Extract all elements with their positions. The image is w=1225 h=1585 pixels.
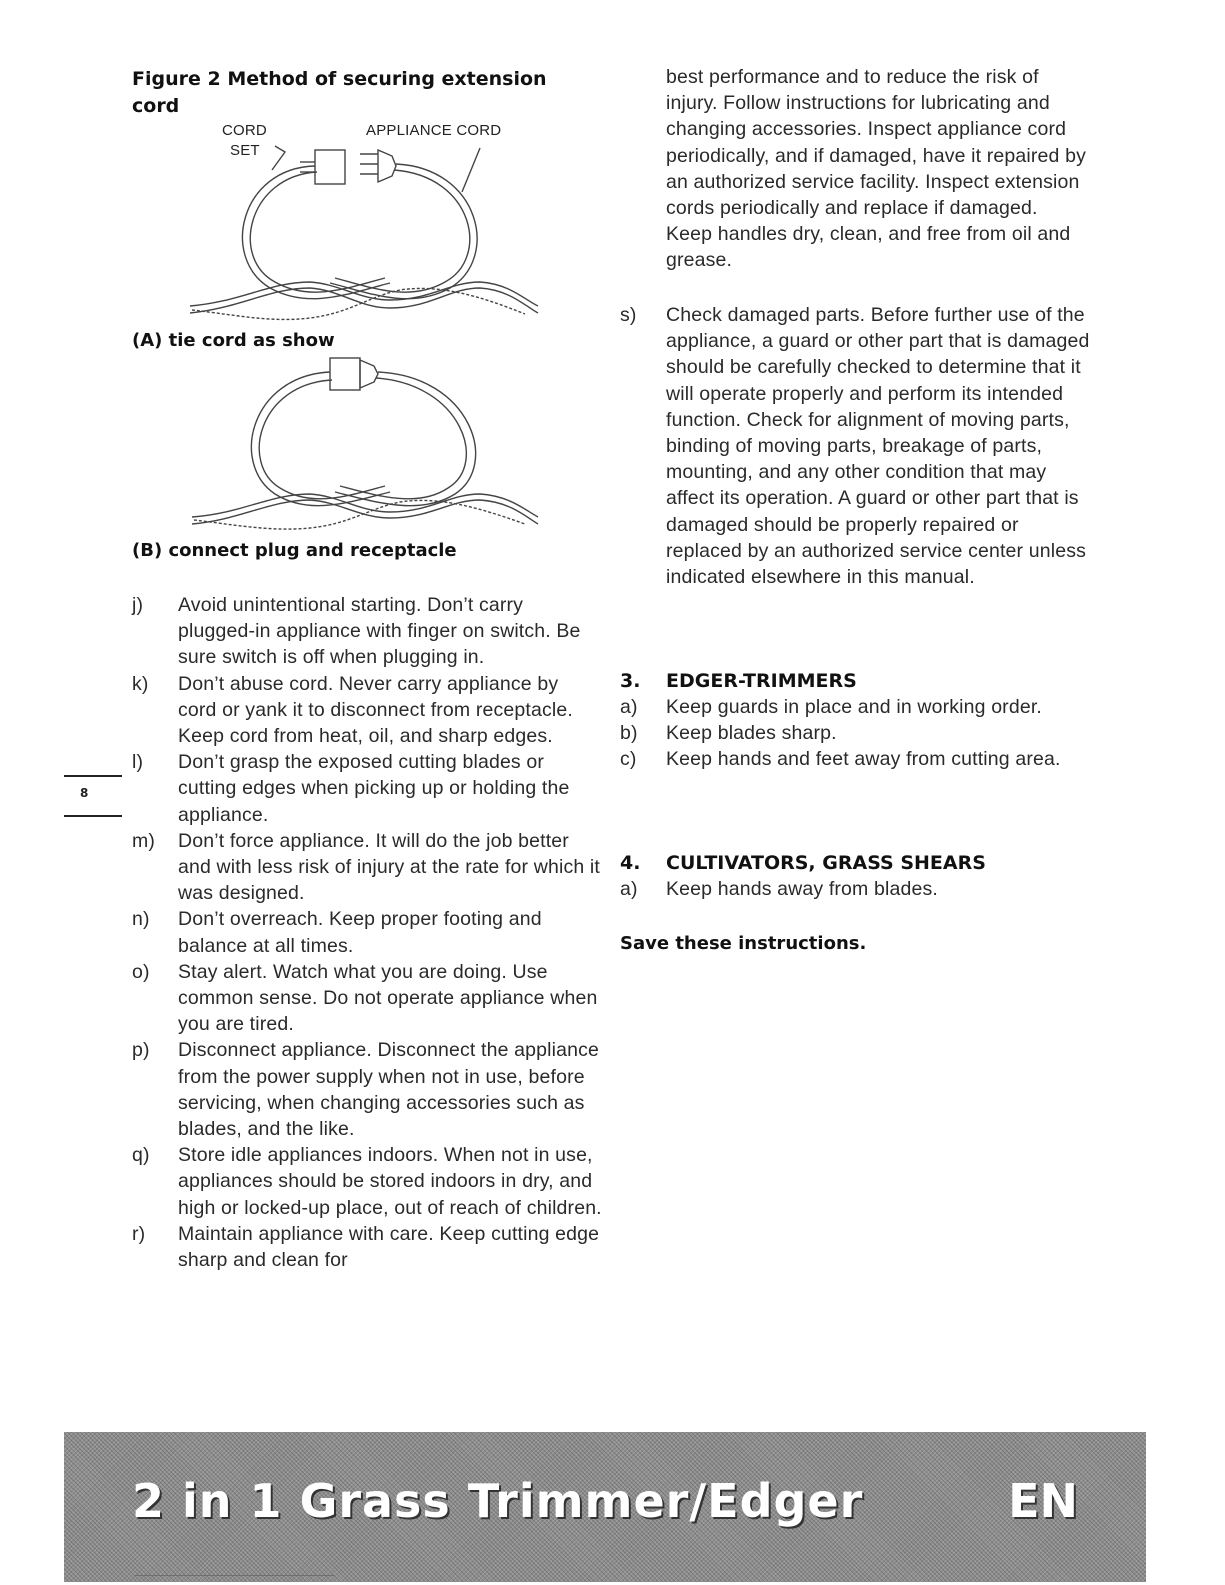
section-cultivators <box>620 852 1090 902</box>
list-item: c) Keep hands and feet away from cutting area. <box>620 748 1061 771</box>
list-item: s) Check damaged parts. Before further use of the appliance, a guard or other part that is damaged should be carefully checked to determine that it will operate properly and perform its intended function. Check for alignment of moving parts, binding of moving parts, breakage of parts, mounting, and any other condition that may affect its operation. A guard or other part that is damaged should be properly repaired or replaced by an authorized service center unless indicated elsewhere in this manual. <box>620 304 1090 589</box>
page-number-rule-top <box>64 775 122 777</box>
list-item: q) Store idle appliances indoors. When not in use, appliances should be stored indoors in dry, and high or locked-up place, out of reach of children. <box>132 1144 602 1219</box>
diagram-tie-cord <box>180 118 550 328</box>
list-item: r) Maintain appliance with care. Keep cutting edge sharp and clean for <box>132 1222 600 1272</box>
section-heading: 3. EDGER-TRIMMERS <box>620 670 857 692</box>
diagram-connect-plug <box>180 354 550 534</box>
list-item: b) Keep blades sharp. <box>620 722 837 745</box>
footer-banner <box>64 1432 1146 1582</box>
page-number-rule-bottom <box>64 815 122 817</box>
footer-product-title: 2 in 1 Grass Trimmer/Edger <box>132 1474 864 1528</box>
section-edger-trimmers <box>620 670 1090 773</box>
list-item: l) Don’t grasp the exposed cutting blades or cutting edges when picking up or holding the appliance. <box>132 751 570 826</box>
caption-b: (B) connect plug and receptacle <box>132 540 457 561</box>
list-item: m) Don’t force appliance. It will do the job better and with less risk of injury at the rate for which it was designed. <box>132 829 600 905</box>
footer-rule <box>134 1575 334 1576</box>
cord-set-label-line2: SET <box>230 142 260 159</box>
figure-title: Figure 2 Method of securing extension cord <box>132 68 547 117</box>
section-items <box>620 694 1090 773</box>
item-s-list <box>620 302 1090 590</box>
section-heading: 4. CULTIVATORS, GRASS SHEARS <box>620 852 986 874</box>
footer-language: EN <box>1008 1474 1078 1528</box>
list-item: n) Don’t overreach. Keep proper footing and balance at all times. <box>132 908 542 957</box>
section-items <box>620 876 1090 902</box>
caption-a: (A) tie cord as show <box>132 330 335 351</box>
page-number: 8 <box>80 786 89 800</box>
item-r-continuation: best performance and to reduce the risk of injury. Follow instructions for lubricating and changing accessories. Inspect appliance cord periodically, and if damaged, have it repaired by an authorized service facility. Inspect extension cords periodically and replace if damaged. Keep handles dry, clean, and free from oil and grease. <box>666 66 1086 272</box>
list-item: o) Stay alert. Watch what you are doing. Use common sense. Do not operate appliance when you are tired. <box>132 960 598 1036</box>
list-item: j) Avoid unintentional starting. Don’t carry plugged-in appliance with finger on switch. Be sure switch is off when plugging in. <box>132 594 581 669</box>
list-item: a) Keep hands away from blades. <box>620 878 938 900</box>
list-item: p) Disconnect appliance. Disconnect the appliance from the power supply when not in use, before servicing, when changing accessories such as blades, and the like. <box>132 1039 599 1141</box>
list-item: k) Don’t abuse cord. Never carry appliance by cord or yank it to disconnect from receptacle. Keep cord from heat, oil, and sharp edges. <box>132 672 573 748</box>
cord-set-label-line1: CORD <box>222 122 267 139</box>
safety-list-left <box>132 592 602 1273</box>
connect-plug-drawing <box>180 354 550 534</box>
tie-cord-drawing <box>180 118 550 328</box>
list-item: a) Keep guards in place and in working order. <box>620 696 1042 718</box>
appliance-cord-label: APPLIANCE CORD <box>366 122 502 139</box>
save-instructions: Save these instructions. <box>620 933 867 954</box>
